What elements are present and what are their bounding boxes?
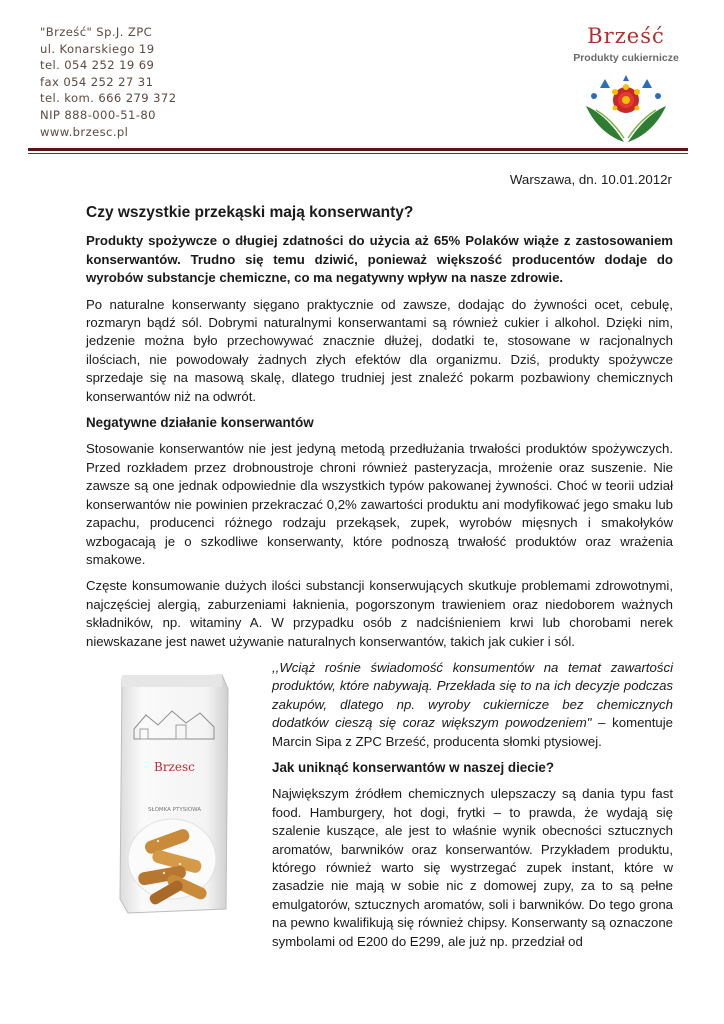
paragraph-2: Stosowanie konserwantów nie jest jedyną metodą przedłużania trwałości produktów spożywczych. Przed rozkładem przez drobnoustroje chroni również pasteryzacja, mrożenie oraz suszenie. Nie zawsze są one jednak odpowiednie dla wszystkich typów pakowanej żywności. Choć w teorii udział konserwantów nie powinien przekraczać 0,2% zawartości produktu ani modyfikować jego smaku lub zapachu, producenci różnego rodzaju przekąsek, zupek, wyrobów mięsnych i smakołyków wzbogacają je o szkodliwe konserwanty, które podnoszą trwałość produktów oraz wrażenia smakowe. <box>86 441 673 567</box>
company-mobile: tel. kom. 666 279 372 <box>40 91 177 106</box>
quote-text: ,,Wciąż rośnie świadomość konsumentów na temat zawartości produktów, które nabywają. Przekłada się to na ich decyzje podczas zakupów, dlatego np. wyroby cukiernicze bez chemicznych dodatków cieszą się coraz większym powodzeniem" <box>272 659 673 731</box>
right-leaf-icon <box>628 106 666 142</box>
quote-paragraph <box>272 659 673 751</box>
paragraph-1: Po naturalne konserwanty sięgano praktycznie od zawsze, dodając do żywności ocet, cebulę, rozmaryn bądź sól. Dobrymi naturalnymi konserwantami są również cukier i alkohol. Dzięki nim, jedzenie można było przechowywać znacznie dłużej, dodatki te, stosowane w racjonalnych ilościach, nie powodowały żadnych złych efektów dla organizmu. Dziś, produkty spożywcze sprzedaje się na masową skalę, dlatego trudniej jest znaleźć pokarm pozbawiony chemicznych konserwantów niż na odwrót. <box>86 296 673 404</box>
company-phone: tel. 054 252 19 69 <box>40 58 155 73</box>
center-flower-icon <box>612 84 640 113</box>
bag-brand-label: Brzesc <box>154 759 195 774</box>
flower-emblem-icon <box>582 72 670 144</box>
bag-product-label: SŁOMKA PTYSIOWA <box>148 806 202 813</box>
section-heading-negative-effects: Negatywne działanie konserwantów <box>86 415 314 431</box>
company-nip: NIP 888-000-51-80 <box>40 107 156 122</box>
brand-logo <box>556 22 696 146</box>
article-lead: Produkty spożywcze o długiej zdatności do użycia aż 65% Polaków wiąże z zastosowaniem konserwantów. Trudno się temu dziwić, ponieważ większość producentów dodaje do wyrobów substancje chemiczne, co ma negatywny wpływ na nasze zdrowie. <box>86 233 673 286</box>
logo-tagline: Produkty cukiernicze <box>573 52 679 64</box>
date-line: Warszawa, dn. 10.01.2012r <box>509 172 672 187</box>
product-bag-image <box>86 659 272 929</box>
paragraph-4: Największym źródłem chemicznych ulepszaczy są dania typu fast food. Hamburgery, hot dogi, frytki – to prawda, że wydają się szalenie kuszące, ale jest to właśnie wynik obecności sztucznych aromatów, barwników oraz konserwantów. Przykładem produktu, którego również warto się wystrzegać zupek instant, które w zasadzie nie mają w sobie nic z domowej zupy, za to są pełne emulgatorów, sztucznych aromatów, soli i barwników. Do tego grona na pewno kwalifikują się również chipsy. Konserwanty są oznaczone symbolami od E200 do E299, ale już np. przedział od <box>272 786 673 949</box>
company-website[interactable]: www.brzesc.pl <box>40 124 129 139</box>
section-heading-avoid-preservatives: Jak uniknąć konserwantów w naszej diecie? <box>272 759 555 775</box>
product-photo <box>86 659 272 929</box>
letterhead <box>40 24 177 140</box>
bottom-section <box>86 659 673 959</box>
header-divider <box>28 148 688 151</box>
logo-name: Brześć <box>587 24 665 48</box>
company-street: ul. Konarskiego 19 <box>40 41 155 56</box>
quote-attribution: – komentuje Marcin Sipa z ZPC Brześć, producenta słomki ptysiowej. <box>272 715 673 749</box>
right-column <box>272 659 673 959</box>
left-leaf-icon <box>586 106 624 142</box>
company-name: "Brześć" Sp.J. ZPC <box>40 25 153 39</box>
paragraph-3: Częste konsumowanie dużych ilości substancji konserwujących skutkuje problemami zdrowotnymi, najczęściej alergią, zaburzeniami łaknienia, pogorszonym trawieniem oraz niedoborem ważnych składników, np. witaminy A. W przypadku osób z nadciśnieniem krwi lub chorobami nerek niewskazane jest nawet używanie naturalnych konserwantów, takich jak cukier i sól. <box>86 578 673 649</box>
article-body <box>86 204 673 959</box>
company-fax: fax 054 252 27 31 <box>40 74 154 89</box>
article-title: Czy wszystkie przekąski mają konserwanty? <box>86 204 414 221</box>
header-divider-thin <box>28 153 688 154</box>
